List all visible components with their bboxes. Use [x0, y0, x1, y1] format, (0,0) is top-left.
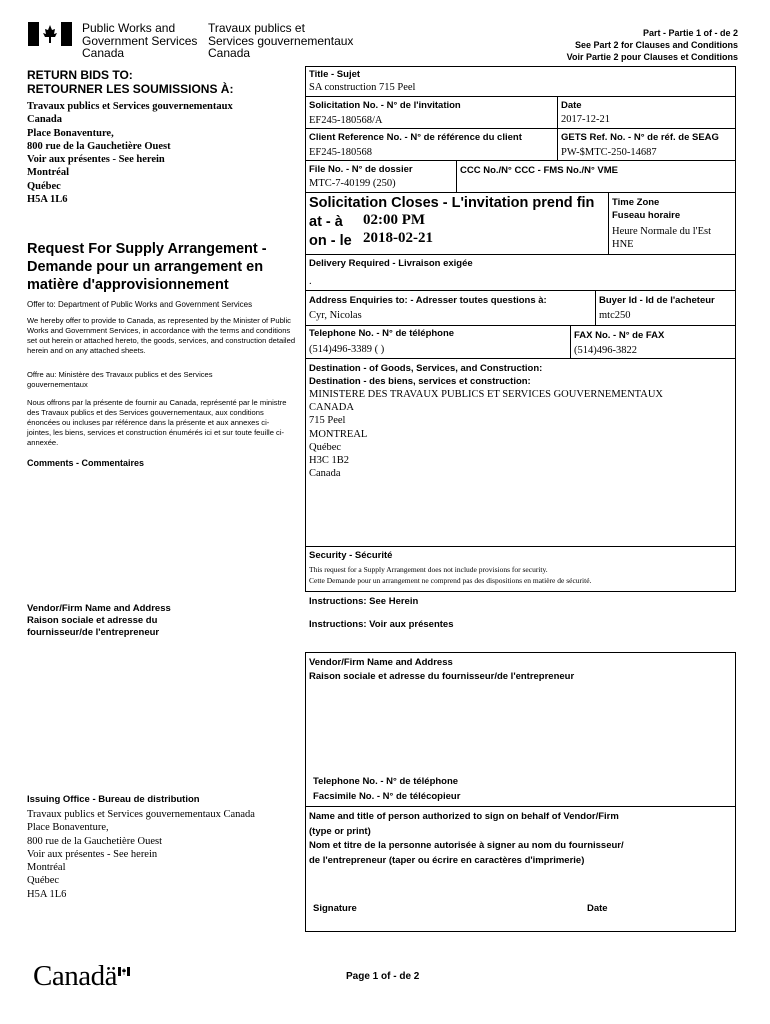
time-zone-value: Heure Normale du l'Est HNE [612, 226, 711, 250]
offer-to-label: Offer to: Department of Public Works and Government Services [27, 300, 253, 309]
fax-value: (514)496-3822 [574, 345, 637, 356]
destination-label: Destination - of Goods, Services, and Construction: Destination - des biens, services et construction: [309, 363, 543, 387]
signature-date-label: Date [587, 903, 608, 914]
vendor-firm-label-right: Vendor/Firm Name and Address Raison sociale et adresse du fournisseur/de l'entrepreneur [309, 657, 575, 682]
department-name-fr: Travaux publics et Services gouvernementaux Canada [208, 21, 354, 60]
issuing-office-label: Issuing Office - Bureau de distribution [27, 794, 200, 805]
wordmark-flag-icon [118, 963, 130, 972]
solicitation-no-label: Solicitation No. - N° de l'invitation [309, 100, 461, 111]
buyer-id-label: Buyer Id - Id de l'acheteur [599, 295, 715, 306]
telephone-label: Telephone No. - N° de téléphone [309, 328, 455, 339]
return-bids-heading-fr: RETOURNER LES SOUMISSIONS À: [27, 82, 234, 96]
gets-ref-value: PW-$MTC-250-14687 [561, 147, 657, 158]
vendor-telephone-label: Telephone No. - N° de téléphone [313, 776, 459, 787]
vendor-firm-label-left: Vendor/Firm Name and Address Raison sociale et adresse du fournisseur/de l'entrepreneur [27, 603, 171, 638]
authorized-signer-label: Name and title of person authorized to sign on behalf of Vendor/Firm (type or print) Nom et titre de la personne autorisée à signer au nom du fournisseur/ de l'entrepreneur (taper ou écrire en caractères d'imprimerie) [309, 811, 624, 866]
request-title: Request For Supply Arrangement - Demande pour un arrangement en matière d'approvisionnement [27, 241, 267, 293]
date-value: 2017-12-21 [561, 114, 610, 125]
security-label: Security - Sécurité [309, 550, 393, 561]
title-value: SA construction 715 Peel [309, 82, 416, 93]
part-indicator: Part - Partie 1 of - de 2 [642, 28, 738, 38]
closes-at-value: 02:00 PM [363, 212, 426, 228]
telephone-value: (514)496-3389 ( ) [309, 344, 385, 355]
vendor-facsimile-label: Facsimile No. - N° de télécopieur [313, 791, 461, 802]
fuseau-horaire-label: Fuseau horaire [612, 210, 681, 221]
time-zone-label: Time Zone [612, 197, 660, 208]
return-bids-address: Travaux publics et Services gouvernementaux Canada Place Bonaventure, 800 rue de la Gauchetière Ouest Voir aux présentes - See herein Montréal Québec H5A 1L6 [27, 101, 233, 206]
title-label: Title - Sujet [309, 69, 361, 80]
client-ref-label: Client Reference No. - N° de référence du client [309, 132, 522, 143]
page-number: Page 1 of - de 2 [346, 971, 420, 982]
offer-text-en: We hereby offer to provide to Canada, as represented by the Minister of Public Works and Government Services, in accordance with the terms and conditions set out herein or attached hereto, the goods, services, and construction detailed herein and on any attached sheets. [27, 316, 296, 355]
file-no-label: File No. - N° de dossier [309, 164, 413, 175]
instructions-fr: Instructions: Voir aux présentes [309, 619, 454, 630]
signature-label: Signature [313, 903, 357, 914]
return-bids-heading-en: RETURN BIDS TO: [27, 68, 133, 82]
address-enquiries-value: Cyr, Nicolas [309, 310, 362, 321]
closes-on-value: 2018-02-21 [363, 230, 433, 246]
offer-text-fr: Nous offrons par la présente de fournir au Canada, représenté par le ministre des Travaux publics et des Services gouvernementaux, aux conditions énoncées ou incluses par référence dans la présente et aux annexes ci-jointes, les biens, services et construction énumérés ici et sur toute feuille ci-annexée. [27, 398, 287, 447]
file-no-value: MTC-7-40199 (250) [309, 178, 396, 189]
maple-leaf-icon [28, 22, 72, 46]
security-text-fr: Cette Demande pour un arrangement ne comprend pas des dispositions en matière de sécurité. [309, 576, 592, 585]
delivery-required-value: . [309, 276, 312, 287]
ccc-no-label: CCC No./N° CCC - FMS No./N° VME [460, 165, 619, 176]
fax-label: FAX No. - N° de FAX [574, 330, 665, 341]
canada-flag-logo [28, 22, 72, 46]
instructions-en: Instructions: See Herein [309, 596, 419, 607]
client-ref-value: EF245-180568 [309, 147, 372, 158]
solicitation-closes-heading: Solicitation Closes - L'invitation prend fin [309, 195, 595, 211]
delivery-required-label: Delivery Required - Livraison exigée [309, 258, 473, 269]
closes-at-label: at - à [309, 214, 343, 230]
closes-on-label: on - le [309, 233, 352, 249]
see-part-2-en: See Part 2 for Clauses and Conditions [574, 40, 738, 50]
solicitation-no-value: EF245-180568/A [309, 115, 383, 126]
vendor-firm-input-area[interactable] [309, 688, 729, 772]
date-label: Date [561, 100, 582, 111]
address-enquiries-label: Address Enquiries to: - Adresser toutes questions à: [309, 295, 547, 306]
see-part-2-fr: Voir Partie 2 pour Clauses et Conditions [566, 52, 738, 62]
destination-value: MINISTERE DES TRAVAUX PUBLICS ET SERVICES GOUVERNEMENTAUX CANADA 715 Peel MONTREAL Québec H3C 1B2 Canada [309, 389, 663, 480]
offre-au-label: Offre au: Ministère des Travaux publics et des Services gouvernementaux [27, 370, 213, 389]
department-name-en: Public Works and Government Services Canada [82, 21, 198, 60]
gets-ref-label: GETS Ref. No. - N° de réf. de SEAG [561, 132, 719, 143]
issuing-office-address: Travaux publics et Services gouvernementaux Canada Place Bonaventure, 800 rue de la Gauchetière Ouest Voir aux présentes - See herein Montréal Québec H5A 1L6 [27, 809, 255, 900]
security-text-en: This request for a Supply Arrangement does not include provisions for security. [309, 565, 548, 574]
buyer-id-value: mtc250 [599, 310, 631, 321]
comments-label: Comments - Commentaires [27, 458, 145, 468]
canada-wordmark-logo: Canadä [33, 960, 117, 992]
